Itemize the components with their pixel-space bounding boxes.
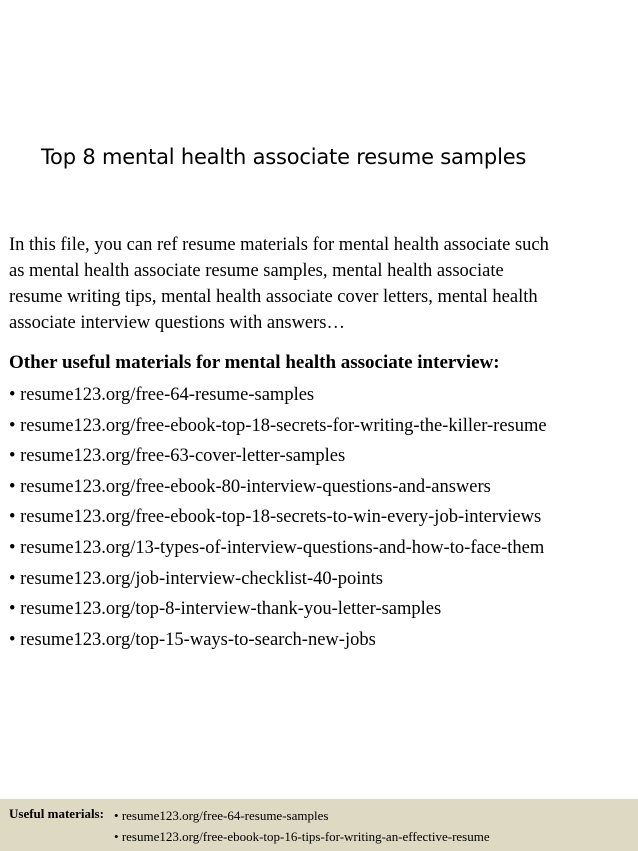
list-item [9, 472, 547, 503]
material-link[interactable]: resume123.org/free-64-resume-samples [20, 385, 315, 405]
intro-line: as mental health associate resume samples, mental health associate [9, 261, 504, 281]
intro-line: In this file, you can ref resume materials for mental health associate such [9, 235, 549, 255]
intro-paragraph [9, 232, 633, 336]
list-item [114, 826, 490, 847]
material-link[interactable]: resume123.org/free-ebook-80-interview-questions-and-answers [20, 476, 491, 497]
material-link[interactable]: resume123.org/free-63-cover-letter-samples [20, 446, 346, 467]
footer-label-text: Useful materials [9, 806, 100, 821]
material-link[interactable]: resume123.org/top-15-ways-to-search-new-jobs [20, 629, 376, 650]
material-link[interactable]: resume123.org/free-ebook-top-18-secrets-for-writing-the-killer-resume [20, 415, 547, 436]
page-title: Top 8 mental health associate resume samples [41, 145, 527, 169]
materials-heading: Other useful materials for mental health associate interview: [9, 352, 500, 373]
list-item [9, 625, 547, 656]
list-item [9, 533, 547, 564]
list-item [114, 805, 490, 826]
material-link[interactable]: resume123.org/13-types-of-interview-questions-and-how-to-face-them [20, 537, 545, 558]
intro-line: associate interview questions with answers… [9, 313, 346, 333]
list-item [9, 564, 547, 595]
footer-label [9, 805, 104, 823]
list-item [9, 502, 547, 533]
list-item [9, 380, 547, 411]
list-item [9, 411, 547, 442]
footer-link[interactable]: resume123.org/free-64-resume-samples [121, 808, 329, 823]
footer-label-separator: : [99, 806, 104, 821]
list-item [9, 441, 547, 472]
footer-bar [0, 799, 638, 851]
intro-line: resume writing tips, mental health associate cover letters, mental health [9, 287, 538, 307]
material-link[interactable]: resume123.org/free-ebook-top-18-secrets-to-win-every-job-interviews [20, 507, 542, 528]
footer-links [114, 805, 490, 847]
materials-list [9, 380, 547, 655]
material-link[interactable]: resume123.org/job-interview-checklist-40-points [20, 568, 384, 589]
material-link[interactable]: resume123.org/top-8-interview-thank-you-letter-samples [20, 599, 442, 620]
footer-link[interactable]: resume123.org/free-ebook-top-16-tips-for-writing-an-effective-resume [121, 829, 490, 844]
list-item [9, 594, 547, 625]
